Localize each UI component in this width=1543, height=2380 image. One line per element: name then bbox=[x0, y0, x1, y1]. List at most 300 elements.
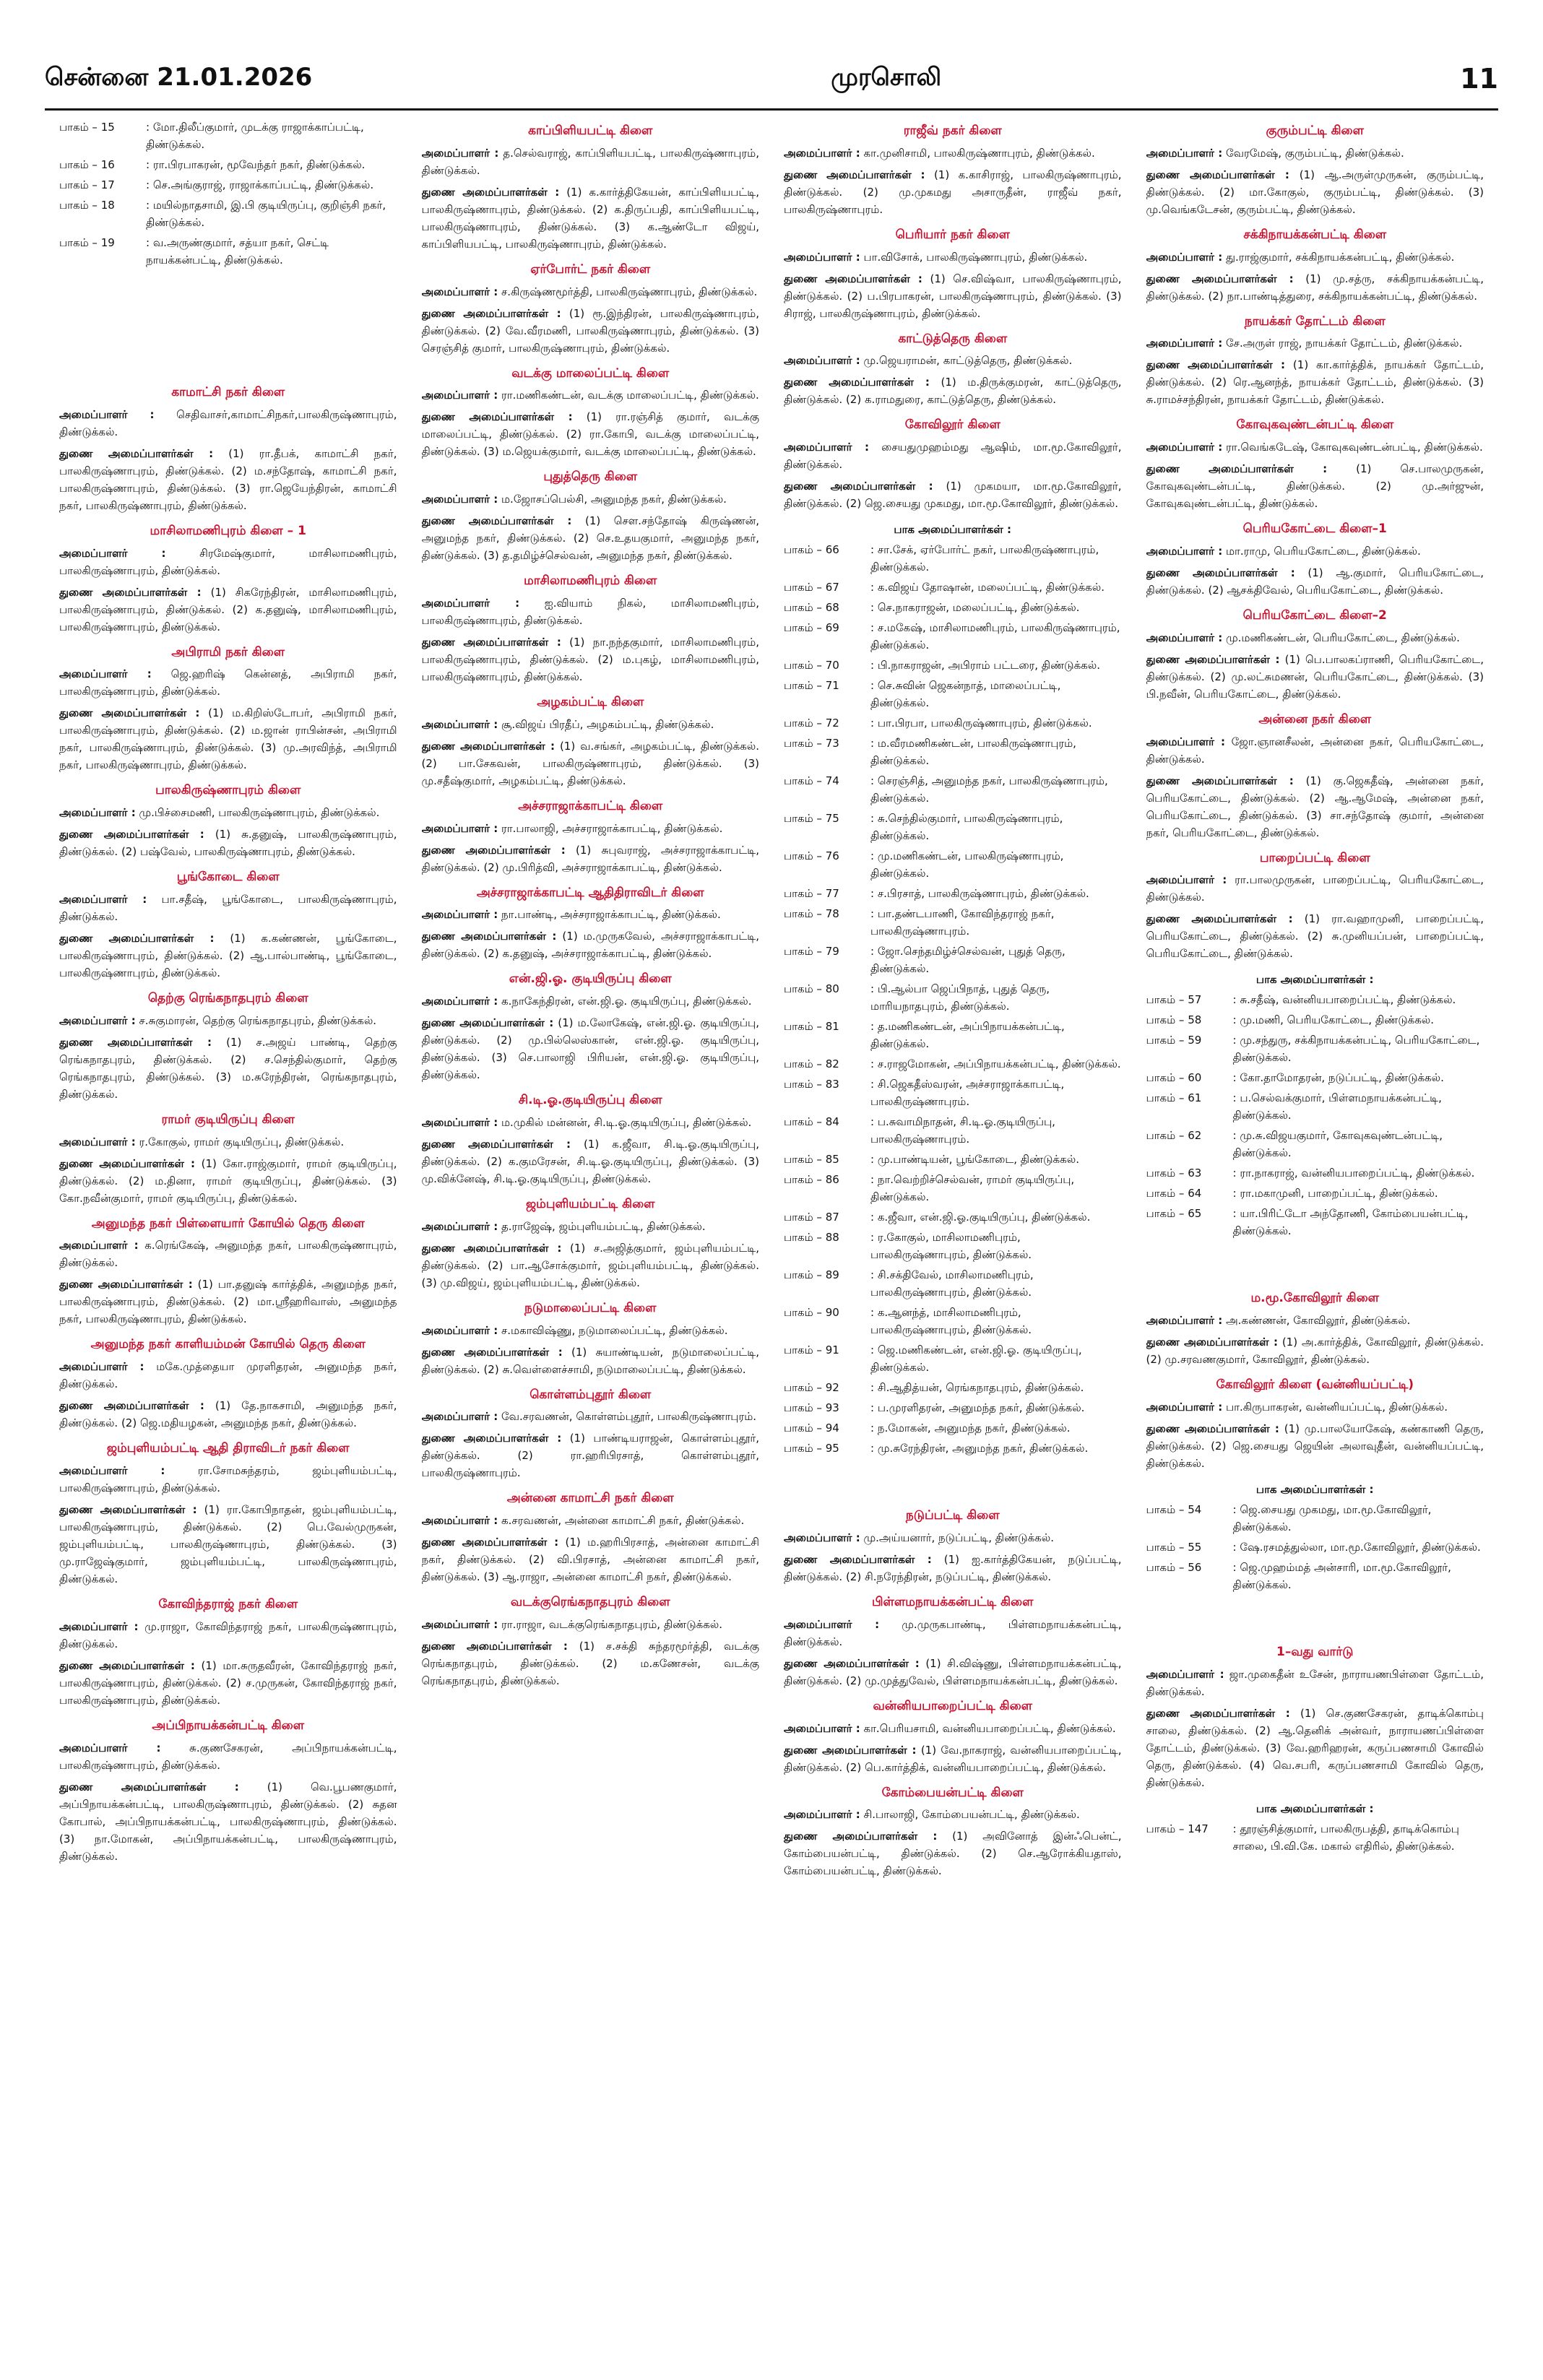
booth-number: பாகம் – 85 bbox=[784, 1153, 839, 1167]
role-label: அமைப்பாளர் : bbox=[421, 596, 520, 610]
role-label: துணை அமைப்பாளர்கள் : bbox=[784, 272, 922, 285]
organiser-entry bbox=[422, 490, 760, 508]
branch-section bbox=[1146, 313, 1484, 409]
role-label: அமைப்பாளர் : bbox=[59, 1013, 136, 1027]
branch-section bbox=[422, 1594, 760, 1689]
booth-number: பாகம் – 75 bbox=[784, 812, 839, 826]
role-label: அமைப்பாளர் : bbox=[784, 1531, 860, 1544]
organiser-entry bbox=[59, 665, 397, 700]
booth-row bbox=[784, 599, 1122, 616]
role-label: அமைப்பாளர் : bbox=[59, 1239, 139, 1252]
booth-number: பாகம் – 91 bbox=[784, 1343, 839, 1357]
booth-organiser: : ப.செல்வக்குமார், பிள்ளமநாயக்கன்பட்டி, திண்டுக்கல். bbox=[1232, 1091, 1442, 1122]
branch-section bbox=[422, 1490, 760, 1585]
organiser-names: க.நாகேந்திரன், என்.ஜி.ஓ. குடியிருப்பு, திண்டுக்கல். bbox=[501, 995, 752, 1008]
branch-heading: வன்னியபாறைப்பட்டி கிளை bbox=[873, 1698, 1032, 1713]
organiser-entry bbox=[59, 704, 397, 774]
booth-row bbox=[1146, 1011, 1484, 1029]
organiser-entry bbox=[422, 512, 760, 564]
role-label: துணை அமைப்பாளர்கள் : bbox=[784, 376, 930, 389]
branch-section bbox=[784, 1507, 1122, 1585]
role-label: துணை அமைப்பாளர்கள் : bbox=[59, 585, 202, 599]
booth-row bbox=[59, 234, 397, 269]
booth-row bbox=[784, 1055, 1122, 1073]
organiser-entry bbox=[59, 1012, 397, 1029]
organiser-entry bbox=[784, 477, 1122, 512]
booth-number: பாகம் – 66 bbox=[784, 543, 839, 557]
role-label: துணை அமைப்பாளர்கள் : bbox=[1146, 168, 1289, 181]
organiser-entry bbox=[422, 408, 760, 460]
branch-heading: பூங்கோடை கிளை bbox=[176, 870, 280, 885]
organiser-names: மு.ஜெயராமன், காட்டுத்தெரு, திண்டுக்கல். bbox=[863, 354, 1073, 368]
role-label: துணை அமைப்பாளர்கள் : bbox=[784, 1656, 920, 1670]
organiser-names: மா.ராமு, பெரியகோட்டை, திண்டுக்கல். bbox=[1225, 544, 1421, 558]
branch-heading: தெற்கு ரெங்கநாதபுரம் கிளை bbox=[147, 990, 308, 1005]
role-label: அமைப்பாளர் : bbox=[1146, 735, 1226, 748]
organiser-entry bbox=[1146, 166, 1484, 218]
organiser-entry bbox=[59, 891, 397, 925]
organiser-names: கா.முனிசாமி, பாலகிருஷ்ணாபுரம், திண்டுக்கல். bbox=[863, 146, 1095, 160]
organiser-entry bbox=[784, 352, 1122, 369]
booth-row bbox=[784, 980, 1122, 1015]
organiser-entry bbox=[59, 584, 397, 636]
role-label: அமைப்பாளர் : bbox=[421, 821, 498, 835]
role-label: துணை அமைப்பாளர்கள் : bbox=[59, 828, 204, 841]
booth-organiser: : ச.ராஜமோகன், அப்பிநாயக்கன்பட்டி, திண்டுக்கல். bbox=[870, 1057, 1121, 1071]
booth-row bbox=[784, 735, 1122, 769]
booth-organiser: : ஷே.ரசமத்துல்லா, மா.மூ.கோவிலூர், திண்டுக்கல். bbox=[1232, 1540, 1481, 1554]
booth-row bbox=[59, 156, 397, 173]
branch-section bbox=[1146, 711, 1484, 841]
organiser-names: (1) ஆ.குமார், பெரியகோட்டை, திண்டுக்கல். (2) ஆசக்திவேல், பெரியகோட்டை, திண்டுக்கல். bbox=[1146, 566, 1484, 597]
organiser-names: சூ.விஜய் பிரதீப், அழகம்பட்டி, திண்டுக்கல். bbox=[501, 717, 714, 731]
organiser-entry bbox=[1146, 910, 1484, 962]
role-label: அமைப்பாளர் : bbox=[59, 806, 136, 820]
booth-row bbox=[1146, 1539, 1484, 1556]
branch-heading: காமாட்சி நகர் கிளை bbox=[171, 385, 285, 399]
booth-number: பாகம் – 92 bbox=[784, 1381, 839, 1395]
columns bbox=[59, 118, 1484, 2351]
organiser-names: சே.அருள் ராஜ், நாயக்கர் தோட்டம், திண்டுக்கல். bbox=[1225, 337, 1463, 350]
organiser-entry bbox=[784, 438, 1122, 473]
organiser-entry bbox=[784, 1529, 1122, 1546]
organiser-names: (1) ச.சக்தி சுந்தரமூர்த்தி, வடக்கு ரெங்கநாதபுரம், திண்டுக்கல். (2) ம.கணேசன், வடக்கு ரெங்கநாதபுரம், திண்டுக்கல். bbox=[421, 1639, 759, 1687]
organiser-names: (1) மா.சுருதவீரன், கோவிந்தராஜ் நகர், பாலகிருஷ்ணாபுரம், திண்டுக்கல். (2) ச.முருகன், கோவிந்தராஜ் நகர், பாலகிருஷ்ணாபுரம், திண்டுக்கல். bbox=[59, 1658, 397, 1707]
branch-section bbox=[59, 1216, 397, 1328]
booth-number: பாகம் – 16 bbox=[59, 158, 115, 171]
branch-section bbox=[422, 1196, 760, 1291]
role-label: துணை அமைப்பாளர்கள் : bbox=[59, 1780, 239, 1793]
booth-number: பாகம் – 61 bbox=[1146, 1091, 1202, 1105]
organiser-names: (1) கோ.ராஜ்குமார், ராமர் குடியிருப்பு, திண்டுக்கல். (2) ம.தினா, ராமர் குடியிருப்பு, திண்டுக்கல். (3) கோ.நவீன்குமார், ராமர் குடியிருப்பு, திண்டுக்கல். bbox=[59, 1156, 397, 1205]
role-label: அமைப்பாளர் : bbox=[59, 1463, 165, 1477]
role-label: அமைப்பாளர் : bbox=[784, 441, 870, 454]
role-label: அமைப்பாளர் : bbox=[421, 493, 498, 506]
role-label: துணை அமைப்பாளர்கள் : bbox=[421, 843, 566, 857]
organiser-entry bbox=[422, 1239, 760, 1291]
branch-section bbox=[59, 869, 397, 982]
booth-organiser: : பி.ஆல்பா ஜெப்பிநாத், புதுத் தெரு, மாரியநாதபுரம், திண்டுக்கல். bbox=[870, 982, 1050, 1013]
booth-organiser: : பா.பிரபா, பாலகிருஷ்ணாபுரம், திண்டுக்கல். bbox=[870, 717, 1092, 730]
role-label: அமைப்பாளர் : bbox=[59, 407, 155, 421]
booth-organiser: : சி.ஜெகதீஸ்வரன், அச்சராஜாக்காபட்டி, பாலகிருஷ்ணாபுரம். bbox=[870, 1078, 1065, 1109]
branch-section bbox=[422, 1387, 760, 1482]
booth-organiser: : பா.தண்டபாணி, கோவிந்தராஜ் நகர், பாலகிருஷ்ணாபுரம். bbox=[870, 907, 1055, 938]
organiser-entry bbox=[422, 1429, 760, 1481]
booth-organiser: : ஜோ.செந்தமிழ்ச்செல்வன், புதுத் தெரு, திண்டுக்கல். bbox=[870, 945, 1066, 976]
booth-number: பாகம் – 78 bbox=[784, 907, 839, 921]
organiser-entry bbox=[59, 1276, 397, 1328]
organiser-names: து.ராஜ்குமார், சக்கிநாயக்கன்பட்டி, திண்டுக்கல். bbox=[1225, 250, 1455, 264]
role-label: அமைப்பாளர் : bbox=[421, 1617, 498, 1631]
organiser-names: (1) வே.நாகராஜ், வன்னியபாறைப்பட்டி, திண்டுக்கல். (2) பெ.கார்த்திக், வன்னியபாறைப்பட்டி, திண்டுக்கல். bbox=[784, 1743, 1122, 1774]
booth-row bbox=[784, 677, 1122, 711]
booth-organiser: : மு.மணி, பெரியகோட்டை, திண்டுக்கல். bbox=[1232, 1013, 1435, 1027]
booth-number: பாகம் – 70 bbox=[784, 659, 839, 672]
organiser-entry bbox=[59, 1133, 397, 1151]
booth-number: பாகம் – 82 bbox=[784, 1057, 839, 1071]
role-label: துணை அமைப்பாளர்கள் : bbox=[1146, 1706, 1290, 1720]
branch-section bbox=[59, 1336, 397, 1432]
organiser-names: ஜெ.ஹரிஷ் கென்னத், அபிராமி நகர், பாலகிருஷ்ணாபுரம், திண்டுக்கல். bbox=[59, 667, 397, 698]
branch-section bbox=[1146, 850, 1484, 963]
organiser-entry bbox=[422, 737, 760, 789]
organiser-entry bbox=[59, 804, 397, 821]
column-4 bbox=[1146, 118, 1484, 2351]
organiser-entry bbox=[422, 927, 760, 962]
booth-organiser: : யா.பிரிட்டோ அந்தோணி, கோம்பையன்பட்டி, திண்டுக்கல். bbox=[1232, 1207, 1469, 1238]
role-label: துணை அமைப்பாளர்கள் : bbox=[421, 514, 572, 528]
role-label: துணை அமைப்பாளர்கள் : bbox=[421, 1016, 554, 1030]
column-2 bbox=[422, 118, 760, 2351]
branch-section bbox=[59, 384, 397, 514]
organiser-entry bbox=[1146, 1333, 1484, 1368]
role-label: அமைப்பாளர் : bbox=[1146, 146, 1223, 160]
organiser-names: கா.பெரியசாமி, வன்னியபாறைப்பட்டி, திண்டுக்கல். bbox=[863, 1721, 1116, 1735]
branch-section bbox=[784, 227, 1122, 322]
role-label: அமைப்பாளர் : bbox=[1146, 250, 1223, 264]
branch-heading: பெரியார் நகர் கிளை bbox=[895, 227, 1010, 242]
organiser-entry bbox=[784, 1551, 1122, 1585]
organiser-names: ரா.பாலமுருகன், பாறைப்பட்டி, பெரியகோட்டை, திண்டுக்கல். bbox=[1146, 873, 1484, 904]
booth-row bbox=[784, 943, 1122, 977]
organiser-entry bbox=[1146, 871, 1484, 906]
branch-heading: என்.ஜி.ஓ. குடியிருப்பு கிளை bbox=[509, 972, 672, 987]
booth-number: பாகம் – 69 bbox=[784, 621, 839, 635]
booth-row bbox=[784, 1266, 1122, 1301]
organiser-names: சிரமேஷ்குமார், மாசிலாமணிபுரம், பாலகிருஷ்ணாபுரம், திண்டுக்கல். bbox=[59, 546, 397, 577]
role-label: துணை அமைப்பாளர்கள் : bbox=[59, 1156, 196, 1170]
header-rule bbox=[45, 108, 1498, 111]
role-label: அமைப்பாளர் : bbox=[1146, 631, 1223, 644]
organiser-names: (1) செ.விஷ்வா, பாலகிருஷ்ணாபுரம், திண்டுக்கல். (2) ப.பிரபாகரன், பாலகிருஷ்ணாபுரம், திண்டுக்கல். (3) சிராஜ், பாலகிருஷ்ணாபுரம், திண்டுக்கல். bbox=[784, 272, 1122, 320]
booth-row bbox=[784, 1229, 1122, 1263]
role-label: துணை அமைப்பாளர்கள் : bbox=[59, 1502, 197, 1516]
branch-heading: வடக்கு மாலைப்பட்டி கிளை bbox=[511, 365, 670, 381]
booth-row bbox=[1146, 991, 1484, 1008]
booth-row bbox=[784, 1440, 1122, 1457]
organiser-names: த.செல்வராஜ், காப்பிளியபட்டி, பாலகிருஷ்ணாபுரம், திண்டுக்கல். bbox=[421, 146, 759, 177]
booth-number: பாகம் – 54 bbox=[1146, 1502, 1202, 1516]
organiser-entry bbox=[59, 406, 397, 441]
organiser-entry bbox=[59, 1778, 397, 1865]
organiser-names: (1) பாண்டியராஜன், கொள்ளம்புதூர், திண்டுக்கல். (2) ரா.ஹரிபிரசாத், கொள்ளம்புதூர், பாலகிருஷ்ணாபுரம். bbox=[421, 1432, 759, 1480]
organiser-entry bbox=[422, 594, 760, 629]
booth-row bbox=[784, 772, 1122, 807]
branch-heading: அச்சராஜாக்காபட்டி ஆதிதிராவிடர் கிளை bbox=[476, 885, 704, 900]
organiser-entry bbox=[59, 1739, 397, 1774]
booth-number: பாகம் – 57 bbox=[1146, 993, 1202, 1007]
organiser-names: (1) செ.பாலமுருகன், கோவுகவுண்டன்பட்டி, திண்டுக்கல். (2) மு.அர்ஜுன், கோவுகவுண்டன்பட்டி, திண்டுக்கல். bbox=[1146, 462, 1484, 511]
booth-number: பாகம் – 71 bbox=[784, 679, 839, 693]
booth-organiser: : மு.மணிகண்டன், பாலகிருஷ்ணாபுரம், திண்டுக்கல். bbox=[870, 849, 1064, 880]
organiser-names: (1) ம.திருக்குமரன், காட்டுத்தெரு, திண்டுக்கல். (2) க.ராமதுரை, காட்டுத்தெரு, திண்டுக்கல். bbox=[784, 376, 1122, 407]
organiser-names: மு.முருகபாண்டி, பிள்ளமநாயக்கன்பட்டி, திண்டுக்கல். bbox=[784, 1617, 1122, 1648]
branch-heading: கொள்ளம்புதூர் கிளை bbox=[530, 1387, 652, 1402]
role-label: அமைப்பாளர் : bbox=[1146, 441, 1223, 454]
booth-organiser: : செரஞ்சித், அனுமந்த நகர், பாலகிருஷ்ணாபுரம், திண்டுக்கல். bbox=[870, 774, 1108, 805]
role-label: அமைப்பாளர் : bbox=[421, 908, 498, 922]
branch-heading: மாசிலாமணிபுரம் கிளை bbox=[524, 574, 657, 589]
branch-heading: பாலகிருஷ்ணாபுரம் கிளை bbox=[155, 783, 301, 798]
organiser-names: ச.கிருஷ்ணமூர்த்தி, பாலகிருஷ்ணாபுரம், திண்டுக்கல். bbox=[501, 285, 758, 298]
newspaper-title: முரசொலி bbox=[831, 63, 942, 92]
booth-row bbox=[784, 885, 1122, 902]
organiser-entry bbox=[422, 1114, 760, 1131]
booth-number: பாகம் – 60 bbox=[1146, 1071, 1202, 1085]
booth-organiser: : தூரஞ்சித்குமார், பாலகிருபத்தி, தாடிக்கொம்பு சாலை, பி.வி.கே. மகால் எதிரில், திண்டுக்கல். bbox=[1232, 1822, 1459, 1853]
organiser-entry bbox=[1146, 460, 1484, 512]
booth-number: பாகம் – 87 bbox=[784, 1211, 839, 1224]
booth-organiser: : ஜெ.மணிகண்டன், என்.ஜி.ஓ. குடியிருப்பு, திண்டுக்கல். bbox=[870, 1343, 1082, 1375]
organiser-entry bbox=[422, 1322, 760, 1339]
booth-organiser: : க.ஆனந்த், மாசிலாமணிபுரம், பாலகிருஷ்ணாபுரம், திண்டுக்கல். bbox=[870, 1306, 1032, 1337]
branch-heading: நடுமாலைப்பட்டி கிளை bbox=[524, 1300, 657, 1315]
booth-number: பாகம் – 76 bbox=[784, 849, 839, 863]
branch-section bbox=[784, 417, 1122, 512]
organiser-names: ரா.மணிகண்டன், வடக்கு மாலைப்பட்டி, திண்டுக்கல். bbox=[501, 389, 759, 402]
role-label: துணை அமைப்பாளர்கள் : bbox=[59, 1035, 212, 1049]
booth-number: பாகம் – 67 bbox=[784, 581, 839, 594]
branch-section bbox=[59, 990, 397, 1103]
role-label: துணை அமைப்பாளர்கள் : bbox=[59, 706, 200, 720]
organiser-entry bbox=[59, 445, 397, 514]
organiser-entry bbox=[422, 1637, 760, 1689]
branch-section bbox=[784, 1785, 1122, 1880]
booth-organisers-heading: பாக அமைப்பாளர்கள் : bbox=[1255, 1482, 1374, 1496]
branch-heading: பெரியகோட்டை கிளை–1 bbox=[1242, 522, 1387, 537]
booth-number: பாகம் – 86 bbox=[784, 1173, 839, 1187]
role-label: துணை அமைப்பாளர்கள் : bbox=[421, 1536, 559, 1549]
organiser-entry bbox=[784, 1616, 1122, 1650]
organiser-names: மு.அய்யனார், நடுப்பட்டி, திண்டுக்கல். bbox=[863, 1531, 1054, 1544]
branch-heading: ஏர்போர்ட் நகர் கிளை bbox=[530, 261, 651, 277]
role-label: அமைப்பாளர் : bbox=[59, 667, 152, 681]
organiser-names: பா.சதீஷ், பூங்கோடை, பாலகிருஷ்ணாபுரம், திண்டுக்கல். bbox=[59, 892, 397, 923]
organiser-entry bbox=[1146, 629, 1484, 646]
organiser-entry bbox=[784, 166, 1122, 218]
organiser-names: க.ரெங்கேஷ், அனுமந்த நகர், பாலகிருஷ்ணாபுரம், திண்டுக்கல். bbox=[59, 1239, 397, 1270]
organiser-names: (1) சி.விஷ்ணு, பிள்ளமநாயக்கன்பட்டி, திண்டுக்கல். (2) மு.முத்துவேல், பிள்ளமநாயக்கன்பட்டி, திண்டுக்கல். bbox=[784, 1656, 1122, 1687]
booth-number: பாகம் – 64 bbox=[1146, 1187, 1202, 1200]
branch-section bbox=[59, 523, 397, 636]
organiser-entry bbox=[59, 930, 397, 982]
booth-row bbox=[784, 1379, 1122, 1396]
role-label: துணை அமைப்பாளர்கள் : bbox=[421, 1241, 562, 1255]
organiser-names: (1) ரா.தீபக், காமாட்சி நகர், பாலகிருஷ்ணாபுரம், திண்டுக்கல். (2) ம.சந்தோஷ், காமாட்சி நகர், பாலகிருஷ்ணாபுரம், திண்டுக்கல். (3) ரா.ஜெயேந்திரன், காமாட்சி நகர், பாலகிருஷ்ணாபுரம், திண்டுக்கல். bbox=[59, 446, 397, 512]
organiser-names: மு.பிச்சைமணி, பாலகிருஷ்ணாபுரம், திண்டுக்கல். bbox=[139, 806, 380, 820]
organiser-names: த.ராஜேஷ், ஜம்புளியம்பட்டி, திண்டுக்கல். bbox=[501, 1219, 706, 1233]
organiser-names: (1) ஆ.அருள்முருகன், குரும்பட்டி, திண்டுக்கல். (2) மா.கோகுல், குரும்பட்டி, திண்டுக்கல். (3) மு.வெங்கடேசன், குரும்பட்டி, திண்டுக்கல். bbox=[1146, 168, 1484, 216]
booth-number: பாகம் – 79 bbox=[784, 945, 839, 959]
organiser-entry bbox=[422, 841, 760, 876]
role-label: அமைப்பாளர் : bbox=[421, 1115, 498, 1129]
branch-heading: அன்னை நகர் கிளை bbox=[1258, 711, 1372, 727]
booth-row bbox=[59, 176, 397, 194]
branch-heading: நாயக்கர் தோட்டம் கிளை bbox=[1244, 313, 1386, 329]
booth-number: பாகம் – 94 bbox=[784, 1421, 839, 1435]
organiser-names: (1) ச.அஜய் பாண்டி, தெற்கு ரெங்கநாதபுரம், திண்டுக்கல். (2) ச.செந்தில்குமார், தெற்கு ரெங்கநாதபுரம், திண்டுக்கல். (3) ம.சுரேந்திரன், ரெங்கநாதபுரம், திண்டுக்கல். bbox=[59, 1035, 397, 1101]
booth-organiser: : ப.சுவாமிநாதன், சி.டி.ஓ.குடியிருப்பு, பாலகிருஷ்ணாபுரம். bbox=[870, 1115, 1055, 1146]
organiser-entry bbox=[784, 1720, 1122, 1737]
booth-organiser: : ரா.நாகராஜ், வன்னியபாறைப்பட்டி, திண்டுக்கல். bbox=[1232, 1167, 1475, 1180]
booth-row bbox=[784, 1171, 1122, 1206]
organiser-names: பா.விசோக், பாலகிருஷ்ணாபுரம், திண்டுக்கல். bbox=[863, 250, 1088, 264]
branch-section bbox=[422, 469, 760, 564]
organiser-entry bbox=[1146, 772, 1484, 841]
organiser-names: (1) சு.தனுஷ், பாலகிருஷ்ணாபுரம், திண்டுக்கல். (2) பஷ்வேல், பாலகிருஷ்ணாபுரம், திண்டுக்கல். bbox=[59, 828, 397, 859]
organiser-names: (1) க.கண்ணன், பூங்கோடை, பாலகிருஷ்ணாபுரம், திண்டுக்கல். (2) ஆ.பால்பாண்டி, பூங்கோடை, பாலகிருஷ்ணாபுரம், திண்டுக்கல். bbox=[59, 931, 397, 979]
branch-heading: நடுப்பட்டி கிளை bbox=[905, 1508, 1000, 1523]
branch-section bbox=[422, 1092, 760, 1187]
role-label: துணை அமைப்பாளர்கள் : bbox=[59, 1399, 204, 1413]
organiser-names: (1) சுபுவராஜ், அச்சராஜாக்காபட்டி, திண்டுக்கல். (2) மு.பிரித்வி, அச்சராஜாக்காபட்டி, திண்டுக்கல். bbox=[421, 843, 759, 874]
organiser-names: ஜோ.ஞானசீலன், அன்னை நகர், பெரியகோட்டை, திண்டுக்கல். bbox=[1146, 735, 1484, 766]
booth-number: பாகம் – 90 bbox=[784, 1306, 839, 1320]
booth-organiser: : செ.சுவின் ஜெகன்நாத், மாலைப்பட்டி, திண்டுக்கல். bbox=[870, 679, 1061, 710]
organiser-names: (1) மு.சத்ரு, சக்கிநாயக்கன்பட்டி, திண்டுக்கல். (2) நா.பாண்டித்துரை, சக்கிநாயக்கன்பட்டி, திண்டுக்கல். bbox=[1146, 272, 1484, 303]
branch-section bbox=[59, 1718, 397, 1865]
organiser-entry bbox=[59, 1501, 397, 1588]
booth-number: பாகம் – 19 bbox=[59, 236, 115, 249]
organiser-entry bbox=[422, 992, 760, 1010]
branch-section bbox=[784, 123, 1122, 218]
branch-heading: ராஜீவ் நகர் கிளை bbox=[903, 124, 1002, 138]
organiser-entry bbox=[784, 270, 1122, 322]
organiser-entry bbox=[784, 1806, 1122, 1823]
organiser-entry bbox=[422, 1135, 760, 1187]
organiser-entry bbox=[784, 144, 1122, 162]
branch-heading: சக்கிநாயக்கன்பட்டி கிளை bbox=[1243, 227, 1387, 242]
branch-section bbox=[1146, 607, 1484, 703]
organiser-names: (1) க.கார்த்திகேயன், காப்பிளியபட்டி, பாலகிருஷ்ணாபுரம், திண்டுக்கல். (2) க.திருப்பதி, காப்பிளியபட்டி, பாலகிருஷ்ணாபுரம், திண்டுக்கல். (3) க.ஆண்டோ விஜய், காப்பிளியபட்டி, பாலகிருஷ்ணாபுரம், திண்டுக்கல். bbox=[421, 185, 759, 251]
branch-section bbox=[59, 1440, 397, 1588]
organiser-names: (1) கா.கார்த்திக், நாயக்கர் தோட்டம், திண்டுக்கல். (2) ரெ.ஆனந்த், நாயக்கர் தோட்டம், திண்டுக்கல். (3) சு.ராமச்சந்திரன், நாயக்கர் தோட்டம், திண்டுக்கல். bbox=[1146, 358, 1484, 407]
booth-row bbox=[1146, 1069, 1484, 1086]
organiser-entry bbox=[1146, 144, 1484, 162]
role-label: துணை அமைப்பாளர்கள் : bbox=[421, 1432, 562, 1445]
branch-heading: காப்பிளியபட்டி கிளை bbox=[528, 124, 653, 138]
role-label: துணை அமைப்பாளர்கள் : bbox=[1146, 1421, 1279, 1435]
organiser-entry bbox=[1146, 1312, 1484, 1329]
booth-organiser: : ஜெ.சையது முகமது, மா.மூ.கோவிலூர், திண்டுக்கல். bbox=[1232, 1502, 1432, 1533]
role-label: துணை அமைப்பாளர்கள் : bbox=[421, 1639, 568, 1653]
masthead bbox=[45, 55, 1498, 103]
branch-section bbox=[59, 644, 397, 774]
branch-heading: ஜம்புளியம்பட்டி ஆதி திராவிடர் நகர் கிளை bbox=[106, 1441, 350, 1456]
organiser-names: ரா.பாலாஜி, அச்சராஜாக்காபட்டி, திண்டுக்கல். bbox=[501, 821, 723, 835]
role-label: அமைப்பாளர் : bbox=[784, 1617, 880, 1631]
organiser-names: (1) க.காசிராஜ், பாலகிருஷ்ணாபுரம், திண்டுக்கல். (2) மு.முகமது அசாருதீன், ராஜீவ் நகர், பாலகிருஷ்ணாபுரம். bbox=[784, 168, 1122, 216]
booth-row bbox=[59, 118, 397, 153]
booth-number: பாகம் – 73 bbox=[784, 737, 839, 750]
organiser-entry bbox=[59, 1657, 397, 1709]
organiser-entry bbox=[59, 1462, 397, 1497]
booth-row bbox=[784, 1113, 1122, 1148]
booth-organiser: : மு.சுரேந்திரன், அனுமந்த நகர், திண்டுக்கல். bbox=[870, 1442, 1089, 1455]
role-label: துணை அமைப்பாளர்கள் : bbox=[1146, 652, 1280, 666]
booth-number: பாகம் – 74 bbox=[784, 774, 839, 788]
branch-heading: அழகம்பட்டி கிளை bbox=[537, 694, 644, 709]
organiser-names: (1) ம.ஹரிபிரசாத், அன்னை காமாட்சி நகர், திண்டுக்கல். (2) வி.பிரசாத், அன்னை காமாட்சி நகர், திண்டுக்கல். (3) ஆ.ராஜா, அன்னை காமாட்சி நகர், திண்டுக்கல். bbox=[421, 1536, 759, 1584]
role-label: அமைப்பாளர் : bbox=[421, 717, 498, 731]
role-label: அமைப்பாளர் : bbox=[59, 892, 147, 906]
role-label: அமைப்பாளர் : bbox=[421, 389, 498, 402]
booth-row bbox=[1146, 1205, 1484, 1239]
booth-row bbox=[1146, 1089, 1484, 1124]
organiser-entry bbox=[1146, 564, 1484, 599]
role-label: அமைப்பாளர் : bbox=[1146, 873, 1227, 887]
booth-number: பாகம் – 77 bbox=[784, 887, 839, 901]
branch-section bbox=[1146, 521, 1484, 599]
role-label: அமைப்பாளர் : bbox=[1146, 1667, 1224, 1681]
branch-heading: ராமர் குடியிருப்பு கிளை bbox=[161, 1112, 295, 1127]
organiser-entry bbox=[422, 716, 760, 733]
ward-section bbox=[1146, 1644, 1484, 1791]
column-1 bbox=[59, 118, 397, 2351]
role-label: துணை அமைப்பாளர்கள் : bbox=[59, 931, 215, 945]
booth-organiser: : ம.வீரமணிகண்டன், பாலகிருஷ்ணாபுரம், திண்டுக்கல். bbox=[870, 737, 1076, 768]
branch-section bbox=[59, 782, 397, 860]
organiser-entry bbox=[422, 1408, 760, 1425]
booth-organiser: : வ.அருண்குமார், சத்யா நகர், செட்டி நாயக்கன்பட்டி, திண்டுக்கல். bbox=[146, 236, 329, 267]
role-label: துணை அமைப்பாளர்கள் : bbox=[784, 1830, 938, 1843]
organiser-names: வே.சரவணன், கொள்ளம்புதூர், பாலகிருஷ்ணாபுரம். bbox=[501, 1410, 757, 1424]
role-label: அமைப்பாளர் : bbox=[1146, 1314, 1223, 1328]
booth-row bbox=[59, 196, 397, 231]
booth-organiser: : சா.சேக், ஏர்போர்ட் நகர், பாலகிருஷ்ணாபுரம், திண்டுக்கல். bbox=[870, 543, 1099, 574]
organiser-entry bbox=[1146, 733, 1484, 768]
booth-row bbox=[1146, 1820, 1484, 1855]
branch-heading: கோவுகவுண்டன்பட்டி கிளை bbox=[1236, 417, 1394, 433]
organiser-names: (1) ம.லோகேஷ், என்.ஜி.ஓ. குடியிருப்பு, திண்டுக்கல். (2) மு.பில்லெஸ்கான், என்.ஜி.ஓ. குடியிருப்பு, திண்டுக்கல். (3) செ.பாலாஜி பிரியன், என்.ஜி.ஓ. குடியிருப்பு, திண்டுக்கல். bbox=[421, 1016, 759, 1082]
role-label: அமைப்பாளர் : bbox=[59, 1135, 136, 1148]
role-label: அமைப்பாளர் : bbox=[784, 1808, 860, 1822]
organiser-names: ரா.சோமசுந்தரம், ஜம்புளியம்பட்டி, பாலகிருஷ்ணாபுரம், திண்டுக்கல். bbox=[59, 1463, 397, 1494]
booth-number: பாகம் – 95 bbox=[784, 1442, 839, 1455]
branch-section bbox=[422, 885, 760, 963]
organiser-names: அ.கண்ணன், கோவிலூர், திண்டுக்கல். bbox=[1225, 1314, 1411, 1328]
booth-row bbox=[784, 1419, 1122, 1437]
branch-heading: கோவிலூர் கிளை (வன்னியப்பட்டி) bbox=[1216, 1377, 1414, 1393]
booth-row bbox=[784, 1018, 1122, 1052]
organiser-names: (1) ச.அஜித்குமார், ஜம்புளியம்பட்டி, திண்டுக்கல். (2) பா.ஆசோக்குமார், ஜம்புளியம்பட்டி, திண்டுக்கல். (3) மு.விஜய், ஜம்புளியம்பட்டி, திண்டுக்கல். bbox=[421, 1241, 759, 1289]
organiser-names: (1) ரா.வஹாமுனி, பாறைப்பட்டி, பெரியகோட்டை, திண்டுக்கல். (2) சு.முனியப்பன், பாறைப்பட்டி, பெரியகோட்டை, திண்டுக்கல். bbox=[1146, 912, 1484, 961]
branch-section bbox=[422, 971, 760, 1083]
branch-section bbox=[1146, 1290, 1484, 1368]
booth-organiser: : மு.சந்துரு, சக்கிநாயக்கன்பட்டி, பெரியகோட்டை, திண்டுக்கல். bbox=[1232, 1034, 1480, 1065]
booth-row bbox=[784, 905, 1122, 940]
